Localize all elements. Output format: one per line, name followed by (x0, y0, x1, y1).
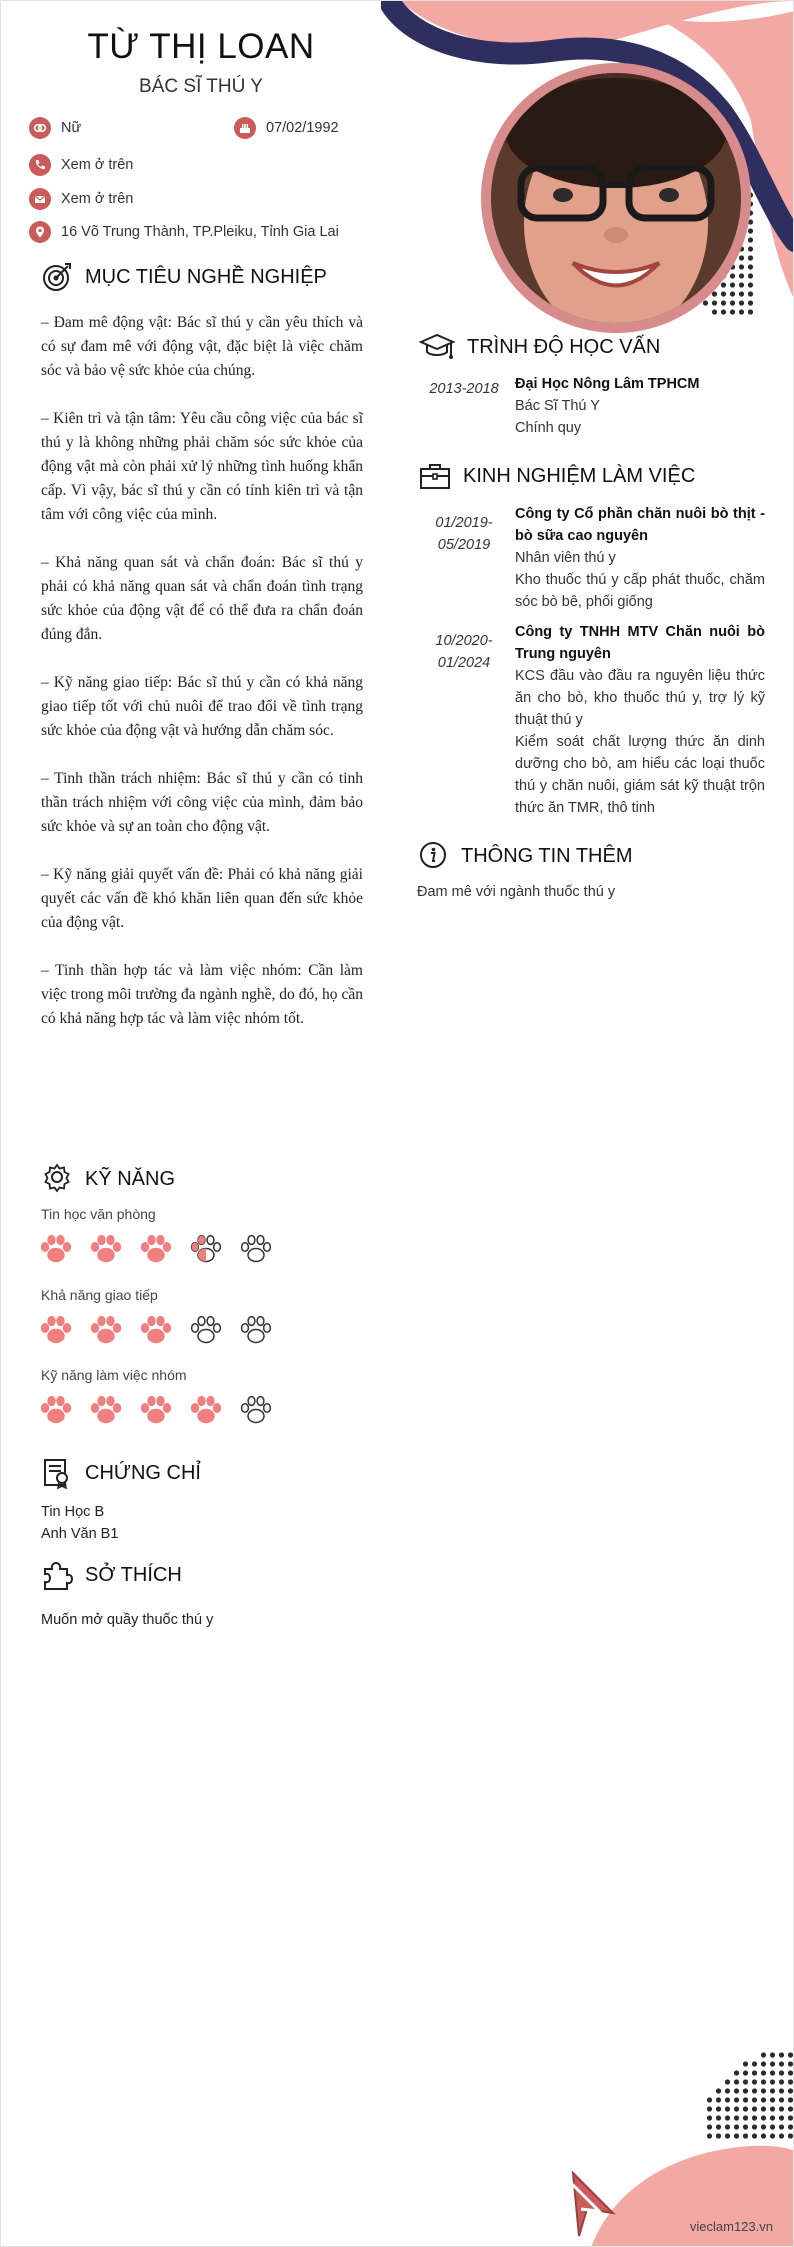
objective-paragraph: – Kỹ năng giao tiếp: Bác sĩ thú y cần có khả năng giao tiếp tốt với chủ nuôi để trao đổi về tình trạng sức khỏe của động vật và hướng dẫn chăm sóc. (41, 674, 363, 739)
skill-rating-0 (39, 1233, 273, 1265)
job-company: Công ty Cổ phần chăn nuôi bò thịt - bò sữa cao nguyên (515, 506, 765, 544)
hobbies-title: SỞ THÍCH (85, 1563, 182, 1586)
skills-heading (41, 1163, 175, 1195)
paw-icon (189, 1394, 223, 1426)
paw-icon (139, 1233, 173, 1265)
skill-rating-2 (39, 1394, 273, 1426)
job-date (419, 630, 509, 674)
certificates-heading (41, 1457, 201, 1489)
hobbies-heading (41, 1559, 182, 1591)
job-date-end: 01/2024 (437, 655, 491, 671)
certificate-item: Tin Học B (41, 1504, 105, 1520)
paw-icon (139, 1394, 173, 1426)
extra-info-heading (419, 841, 632, 871)
graduation-cap-icon (419, 331, 455, 363)
candidate-role: BÁC SĨ THÚ Y (139, 76, 263, 97)
education-type: Chính quy (515, 420, 582, 436)
paw-icon (189, 1233, 223, 1265)
job-company: Công ty TNHH MTV Chăn nuôi bò Trung nguyên (515, 624, 765, 662)
education-heading (419, 331, 660, 363)
objective-paragraph: – Đam mê động vật: Bác sĩ thú y cần yêu thích và có sự đam mê với động vật, đặc biệt là việc chăm sóc và bảo vệ sức khỏe của chúng. (41, 314, 363, 379)
gender-value: Nữ (61, 120, 82, 136)
gender-row (29, 117, 81, 139)
phone-row (29, 154, 133, 176)
objective-paragraph: – Khả năng quan sát và chẩn đoán: Bác sĩ thú y phải có khả năng quan sát và chẩn đoán tình trạng sức khỏe của động vật để có thể đưa ra chẩn đoán đúng đắn. (41, 554, 363, 643)
objective-paragraph: – Kỹ năng giải quyết vấn đề: Phải có khả năng giải quyết các vấn đề khó khăn liên quan đến sức khỏe của động vật. (41, 866, 363, 931)
objective-paragraph: – Tinh thần hợp tác và làm việc nhóm: Cần làm việc trong môi trường đa ngành nghề, do đó, họ cần có khả năng hợp tác và làm việc nhóm tốt. (41, 962, 363, 1027)
birthday-cake-icon (234, 117, 256, 139)
email-icon (29, 188, 51, 210)
objective-paragraph: – Kiên trì và tận tâm: Yêu cầu công việc của bác sĩ thú y là không những phải chăm sóc sức khỏe của động vật mà còn phải xử lý những tình huống khẩn cấp. Vì vậy, bác sĩ thú y cần có tính kiên trì và tận tâm với công việc của mình. (41, 410, 363, 523)
info-icon (419, 841, 449, 871)
skills-title: KỸ NĂNG (85, 1167, 176, 1190)
job-position: KCS đầu vào đầu ra nguyên liệu thức ăn cho bò, kho thuốc thú y, trợ lý kỹ thuật thú y (515, 668, 765, 728)
education-date: 2013-2018 (429, 381, 499, 397)
extra-info-text: Đam mê với ngành thuốc thú y (417, 884, 616, 900)
job-description: Kho thuốc thú y cấp phát thuốc, chăm sóc bò bê, phối giống (515, 572, 765, 610)
objective-heading (41, 261, 327, 293)
job-entry (515, 503, 765, 613)
paw-icon (89, 1233, 123, 1265)
briefcase-icon (419, 461, 451, 491)
extra-info-title: THÔNG TIN THÊM (461, 844, 633, 867)
address-row (29, 221, 339, 243)
education-major: Bác Sĩ Thú Y (515, 398, 600, 414)
birthdate-row (234, 117, 339, 139)
education-entry (515, 373, 775, 439)
gear-icon (41, 1163, 73, 1195)
job-date-start: 10/2020- (435, 633, 493, 649)
skill-label: Tin học văn phòng (41, 1206, 156, 1222)
job-position: Nhân viên thú y (515, 550, 616, 566)
job-date-end: 05/2019 (437, 537, 491, 553)
education-school: Đại Học Nông Lâm TPHCM (515, 376, 700, 392)
address-value: 16 Võ Trung Thành, TP.Pleiku, Tỉnh Gia Lai (61, 224, 339, 240)
objective-paragraph: – Tinh thần trách nhiệm: Bác sĩ thú y cần có tinh thần trách nhiệm với công việc của mình, đảm bảo sức khỏe và sự an toàn cho động vật. (41, 770, 363, 835)
experience-title: KINH NGHIỆM LÀM VIỆC (463, 464, 696, 487)
skill-label: Kỹ năng làm việc nhóm (41, 1367, 187, 1383)
objective-title: MỤC TIÊU NGHỀ NGHIỆP (85, 265, 327, 288)
certificates-list (41, 1501, 118, 1545)
target-icon (41, 261, 73, 293)
paw-icon (189, 1314, 223, 1346)
certificates-title: CHỨNG CHỈ (85, 1461, 201, 1484)
location-pin-icon (29, 221, 51, 243)
dot-pattern-bottom (701, 2051, 794, 2141)
footer-watermark: vieclam123.vn (689, 2219, 773, 2234)
email-row (29, 188, 133, 210)
certificate-item: Anh Văn B1 (41, 1526, 119, 1542)
paw-icon (39, 1314, 73, 1346)
phone-icon (29, 154, 51, 176)
certificate-icon (41, 1457, 73, 1489)
paw-icon (39, 1394, 73, 1426)
email-value: Xem ở trên (61, 191, 134, 207)
job-date (419, 512, 509, 556)
job-description: Kiểm soát chất lượng thức ăn dinh dưỡng cho bò, am hiểu các loại thuốc thú y chăn nuôi, giám sát kỹ thuật trộn thức ăn TMR, thô tinh (515, 734, 765, 816)
education-title: TRÌNH ĐỘ HỌC VẤN (467, 335, 661, 358)
job-date-start: 01/2019- (435, 515, 493, 531)
candidate-name: TỪ THỊ LOAN (87, 27, 315, 66)
job-entry (515, 621, 765, 819)
paw-icon (89, 1394, 123, 1426)
paw-icon (239, 1314, 273, 1346)
paw-icon (239, 1233, 273, 1265)
paw-icon (239, 1394, 273, 1426)
hobbies-text: Muốn mở quầy thuốc thú y (41, 1612, 214, 1628)
paw-icon (139, 1314, 173, 1346)
phone-value: Xem ở trên (61, 157, 134, 173)
avatar (491, 73, 741, 323)
objective-body (41, 311, 363, 1055)
gender-icon (29, 117, 51, 139)
skill-rating-1 (39, 1314, 273, 1346)
experience-heading (419, 461, 695, 491)
puzzle-icon (41, 1559, 73, 1591)
skill-label: Khả năng giao tiếp (41, 1287, 158, 1303)
birthdate-value: 07/02/1992 (266, 120, 339, 136)
paw-icon (39, 1233, 73, 1265)
paw-icon (89, 1314, 123, 1346)
